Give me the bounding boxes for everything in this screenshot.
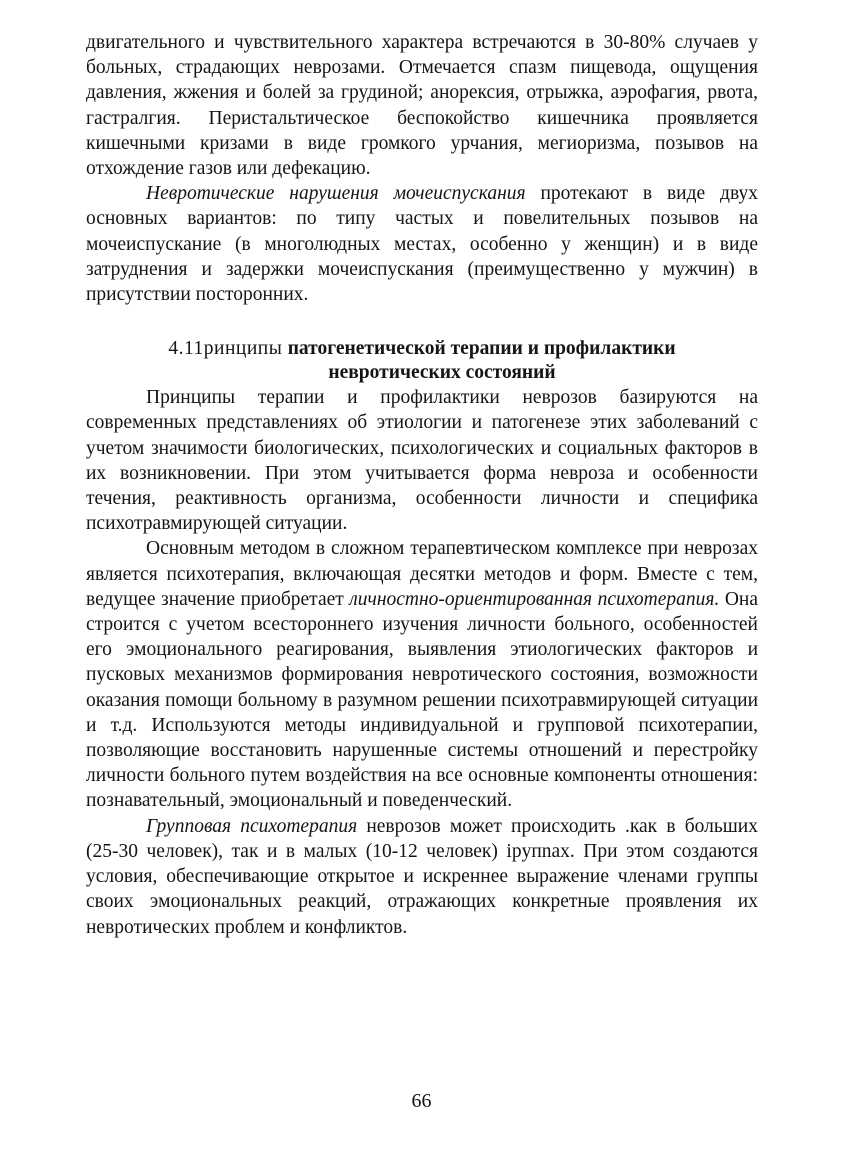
paragraph-gastrointestinal: двигательного и чувствительного характера встречаются в 30-80% случаев у больных, страдающих неврозами. Отмечается спазм пищевода, ощущения давления, жжения и болей за грудиной; анорексия, отрыжка, аэрофагия, рвота, гастралгия. Перистальтическое беспокойство кишечника проявляется кишечными кризами в виде громкого урчания, мегиоризма, позывов на отхождение газов или дефекацию. [86, 32, 758, 180]
italic-term: личностно-ориентированная психотерапия. [349, 588, 720, 610]
page-body [86, 30, 758, 940]
paragraph-group-therapy: Групповая психотерапия неврозов может происходить .как в больших (25-30 человек), так и в малых (10-12 человек) iрyпnax. При этом создаются условия, обеспечивающие открытое и искреннее выражение членами группы своих эмоциональных реакций, отражающих конкретные проявления их невротических проблем и конфликтов. [86, 815, 758, 938]
italic-term: Групповая психотерапия [146, 815, 358, 837]
section-heading: 4.11ринципы патогенетической терапии и профилактики [168, 338, 676, 360]
paragraph-urination: Невротические нарушения мочеиспускания протекают в виде двух основных вариантов: по типу частых и повелительных позывов на мочеиспускание (в многолюдных местах, особенно у женщин) и в виде затруднения и задержки мочеиспускания (преимущественно у мужчин) в присутствии посторонних. [86, 183, 758, 306]
paragraph-psychotherapy: Основным методом в сложном терапевтическом комплексе при неврозах является психотерапия, включающая десятки методов и форм. Вместе с тем, ведущее значение приобретает личностно-ориентированная психотерапия. Она строится с учетом всестороннего изучения личности больного, особенностей его эмоционального реагирования, выявления этиологических факторов и пусковых механизмов формирования невротического состояния, возможности оказания помощи больному в разумном решении психотравмирующей ситуации и т.д. Используются методы индивидуальной и групповой психотерапии, позволяющие восстановить нарушенные системы отношений и перестройку личности больного путем воздействия на все основные компоненты отношения: познавательный, эмоциональный и поведенческий. [86, 538, 758, 812]
paragraph-principles: Принципы терапии и профилактики неврозов базируются на современных представлениях об этиологии и патогенезе этих заболеваний с учетом значимости биологических, психологических и социальных факторов в их возникновении. При этом учитывается форма невроза и особенности течения, реактивность организма, особенности личности и специфика психотравмирующей ситуации. [86, 387, 758, 535]
italic-term: Невротические нарушения мочеиспускания [146, 183, 526, 205]
page-number: 66 [411, 1090, 432, 1112]
section-heading-line2: невротических состояний [328, 362, 556, 384]
